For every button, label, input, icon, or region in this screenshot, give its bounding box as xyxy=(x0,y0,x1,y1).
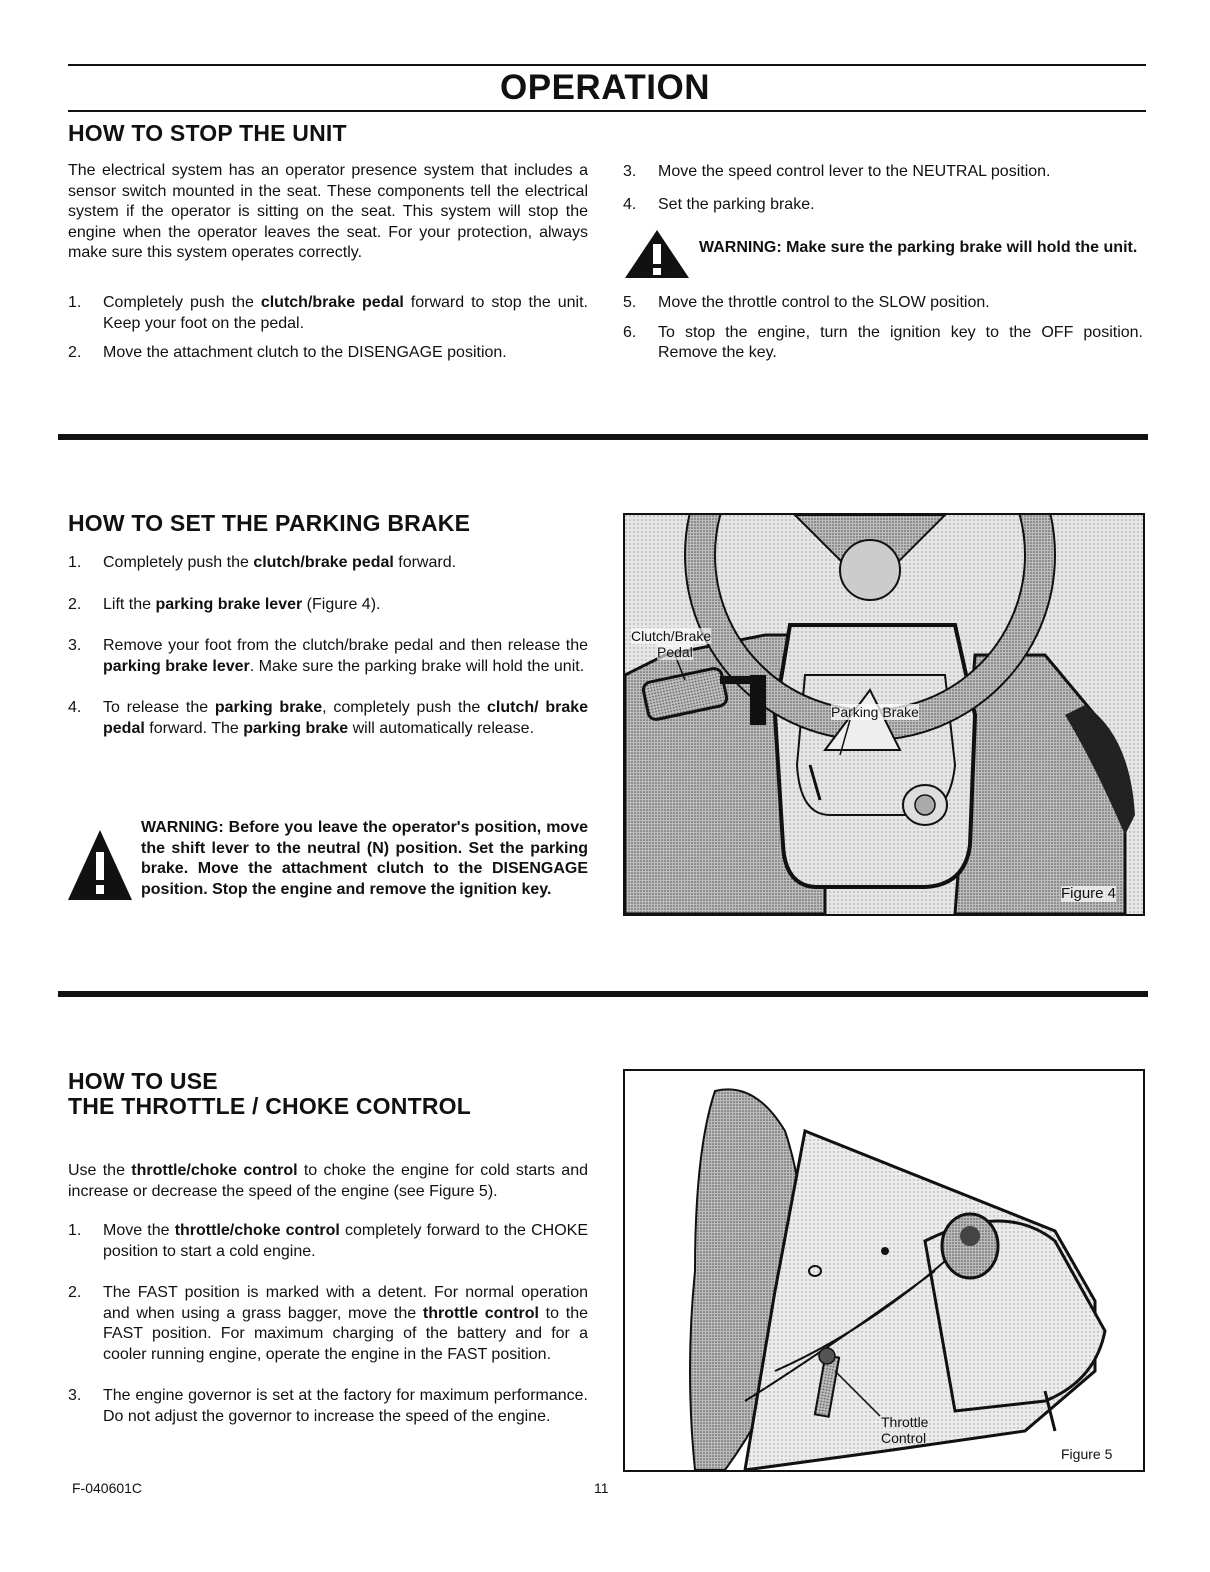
parking-brake-label: Parking Brake xyxy=(831,704,919,720)
list-item: 2. Move the attachment clutch to the DISENGAGE position. xyxy=(68,344,507,361)
list-item: 5. Move the throttle control to the SLOW position. xyxy=(623,294,990,311)
list-item: 2. The FAST position is marked with a detent. For normal operation and when using a grass bagger, move the throttle control to the FAST position. For maximum charging of the battery and for a cooler running engine, operate the engine in the FAST position. xyxy=(68,1284,588,1363)
document-code: F-040601C xyxy=(72,1480,143,1496)
clutch-brake-pedal-label-line2: Pedal xyxy=(657,644,693,660)
list-item: 4. Set the parking brake. xyxy=(623,195,815,213)
throttle-intro: Use the throttle/choke control to choke the engine for cold starts and increase or decrease the speed of the engine (see Figure 5). xyxy=(68,1162,588,1200)
clutch-brake-pedal-label-line1: Clutch/Brake xyxy=(631,628,712,644)
section-divider xyxy=(58,991,1148,997)
throttle-control-label-line2: Control xyxy=(881,1430,927,1446)
stop-unit-steps-right-a xyxy=(623,162,1143,215)
figure-4-caption: Figure 4 xyxy=(1061,885,1117,902)
list-item: 3. The engine governor is set at the factory for maximum performance. Do not adjust the governor to increase the speed of the engine. xyxy=(68,1387,588,1425)
figure-4-parking-brake xyxy=(623,513,1145,916)
throttle-control-label-line1: Throttle xyxy=(881,1414,929,1430)
section-divider xyxy=(58,434,1148,440)
stop-unit-heading: HOW TO STOP THE UNIT xyxy=(68,120,347,146)
throttle-heading-line2: THE THROTTLE / CHOKE CONTROL xyxy=(68,1093,471,1119)
stop-unit-steps-right-b xyxy=(623,293,1143,364)
page-number: 11 xyxy=(594,1480,609,1496)
figure-5-throttle-control xyxy=(623,1069,1145,1472)
title-rule xyxy=(68,110,1146,112)
list-item: 2. Lift the parking brake lever (Figure 4). xyxy=(68,595,381,613)
list-item: 3. Remove your foot from the clutch/brake pedal and then release the parking brake lever. Make sure the parking brake will hold the unit. xyxy=(68,637,588,675)
list-item: 1. Completely push the clutch/brake pedal forward. xyxy=(68,554,457,571)
warning-triangle-icon xyxy=(66,828,134,902)
list-item: 1. Move the throttle/choke control completely forward to the CHOKE position to start a cold engine. xyxy=(68,1222,588,1260)
warning-leave-position: WARNING: Before you leave the operator's position, move the shift lever to the neutral (N) position. Set the parking brake. Move the attachment clutch to the DISENGAGE position. Stop the engine and remove the ignition key. xyxy=(66,818,588,902)
warning-triangle-icon xyxy=(623,228,691,280)
stop-unit-intro: The electrical system has an operator presence system that includes a sensor switch mounted in the seat. These components tell the electrical system if the operator is sitting on the seat. This system will stop the engine when the operator leaves the seat. For your protection, always make sure this system operates correctly. xyxy=(68,162,588,261)
parking-brake-heading: HOW TO SET THE PARKING BRAKE xyxy=(68,510,471,536)
list-item: 4. To release the parking brake, completely push the clutch/ brake pedal forward. The parking brake will automatically release. xyxy=(68,699,589,737)
list-item: 3. Move the speed control lever to the NEUTRAL position. xyxy=(623,163,1051,180)
page-title: OPERATION xyxy=(500,68,710,107)
figure-5-caption: Figure 5 xyxy=(1061,1446,1113,1462)
throttle-steps xyxy=(68,1221,588,1427)
parking-brake-steps xyxy=(68,553,588,739)
list-item: 1. Completely push the clutch/brake pedal forward to stop the unit. Keep your foot on the pedal. xyxy=(68,294,588,332)
throttle-heading-line1: HOW TO USE xyxy=(68,1068,218,1094)
list-item: 6. To stop the engine, turn the ignition key to the OFF position. Remove the key. xyxy=(623,323,1143,361)
throttle-control-illustration xyxy=(625,1071,1143,1470)
warning-parking-brake-hold: WARNING: Make sure the parking brake will hold the unit. xyxy=(623,228,1145,280)
stop-unit-steps-left xyxy=(68,293,588,364)
